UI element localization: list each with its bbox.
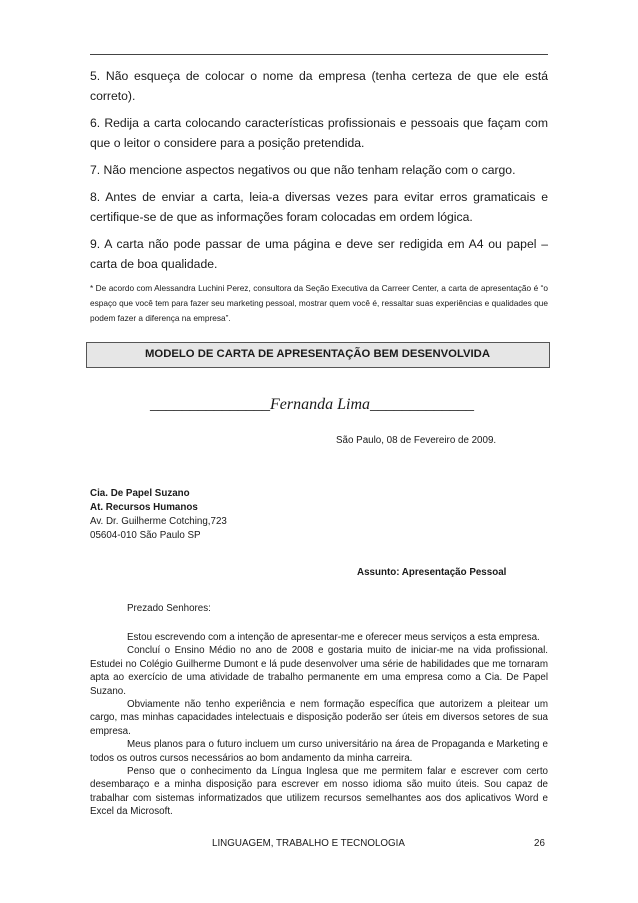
- model-title: MODELO DE CARTA DE APRESENTAÇÃO BEM DESENVOLVIDA: [145, 348, 490, 360]
- page-number: 26: [534, 838, 545, 849]
- recipient-department: At. Recursos Humanos: [90, 502, 198, 513]
- header-rule: [90, 54, 548, 55]
- address-street: Av. Dr. Guilherme Cotching,723: [90, 516, 227, 527]
- tip-6: 6. Redija a carta colocando características profissionais e pessoais que façam com que o leitor o considere para a posição pretendida.: [90, 116, 548, 150]
- letter-paragraph: Penso que o conhecimento da Língua Inglesa que me permitem falar e escrever com certo desembaraço e a minha disposição para escrever em nosso idioma são muito úteis. Sou capaz de trabalhar com sistemas informatizados que utilizem recursos semelhantes aos dos aplicativos Word e Excel da Microsoft.: [90, 766, 548, 818]
- letter-date: São Paulo, 08 de Fevereiro de 2009.: [336, 435, 497, 446]
- signature-line: _______________Fernanda Lima_____________: [150, 396, 474, 413]
- tip-9: 9. A carta não pode passar de uma página e deve ser redigida em A4 ou papel –carta de boa qualidade.: [90, 237, 548, 271]
- letter-paragraph: Meus planos para o futuro incluem um curso universitário na área de Propaganda e Marketing e todos os outros cursos necessários ao bom andamento da minha carreira.: [90, 739, 548, 764]
- recipient-company: Cia. De Papel Suzano: [90, 488, 190, 499]
- letter-paragraph: Concluí o Ensino Médio no ano de 2008 e gostaria muito de iniciar-me na vida profissional. Estudei no Colégio Guilherme Dumont e lá pude desenvolver uma série de habilidades que me tornaram apta ao exercício de uma atividade de trabalho permanente em uma empresa como a Cia. De Papel Suzano.: [90, 645, 548, 697]
- letter-paragraph: Estou escrevendo com a intenção de apresentar-me e oferecer meus serviços a esta empresa.: [127, 632, 540, 643]
- tip-8: 8. Antes de enviar a carta, leia-a diversas vezes para evitar erros gramaticais e certifique-se de que as informações foram colocadas em ordem lógica.: [90, 190, 548, 224]
- tip-5: 5. Não esqueça de colocar o nome da empresa (tenha certeza de que ele está correto).: [90, 69, 548, 103]
- model-title-box: [86, 342, 550, 368]
- tip-7: 7. Não mencione aspectos negativos ou que não tenham relação com o cargo.: [90, 163, 516, 177]
- footnote: * De acordo com Alessandra Luchini Perez, consultora da Seção Executiva da Carreer Center, a carta de apresentação é “o espaço que você tem para fazer seu marketing pessoal, mostrar quem você é, ressaltar suas experiências e qualidades que podem fazer a diferença na empresa”.: [90, 283, 548, 323]
- tips-list: [90, 66, 548, 326]
- letter-subject: Assunto: Apresentação Pessoal: [357, 567, 507, 578]
- letter-greeting: Prezado Senhores:: [127, 603, 211, 614]
- letter-paragraph: Obviamente não tenho experiência e nem formação específica que autorizem a pleitear um cargo, mas minhas capacidades intelectuais e disposição poderão ser úteis em diversos setores de sua empresa.: [90, 699, 548, 737]
- footer-title: LINGUAGEM, TRABALHO E TECNOLOGIA: [212, 838, 405, 849]
- recipient-address: [90, 487, 227, 543]
- address-city: 05604-010 São Paulo SP: [90, 530, 201, 541]
- letter-body: [90, 631, 548, 819]
